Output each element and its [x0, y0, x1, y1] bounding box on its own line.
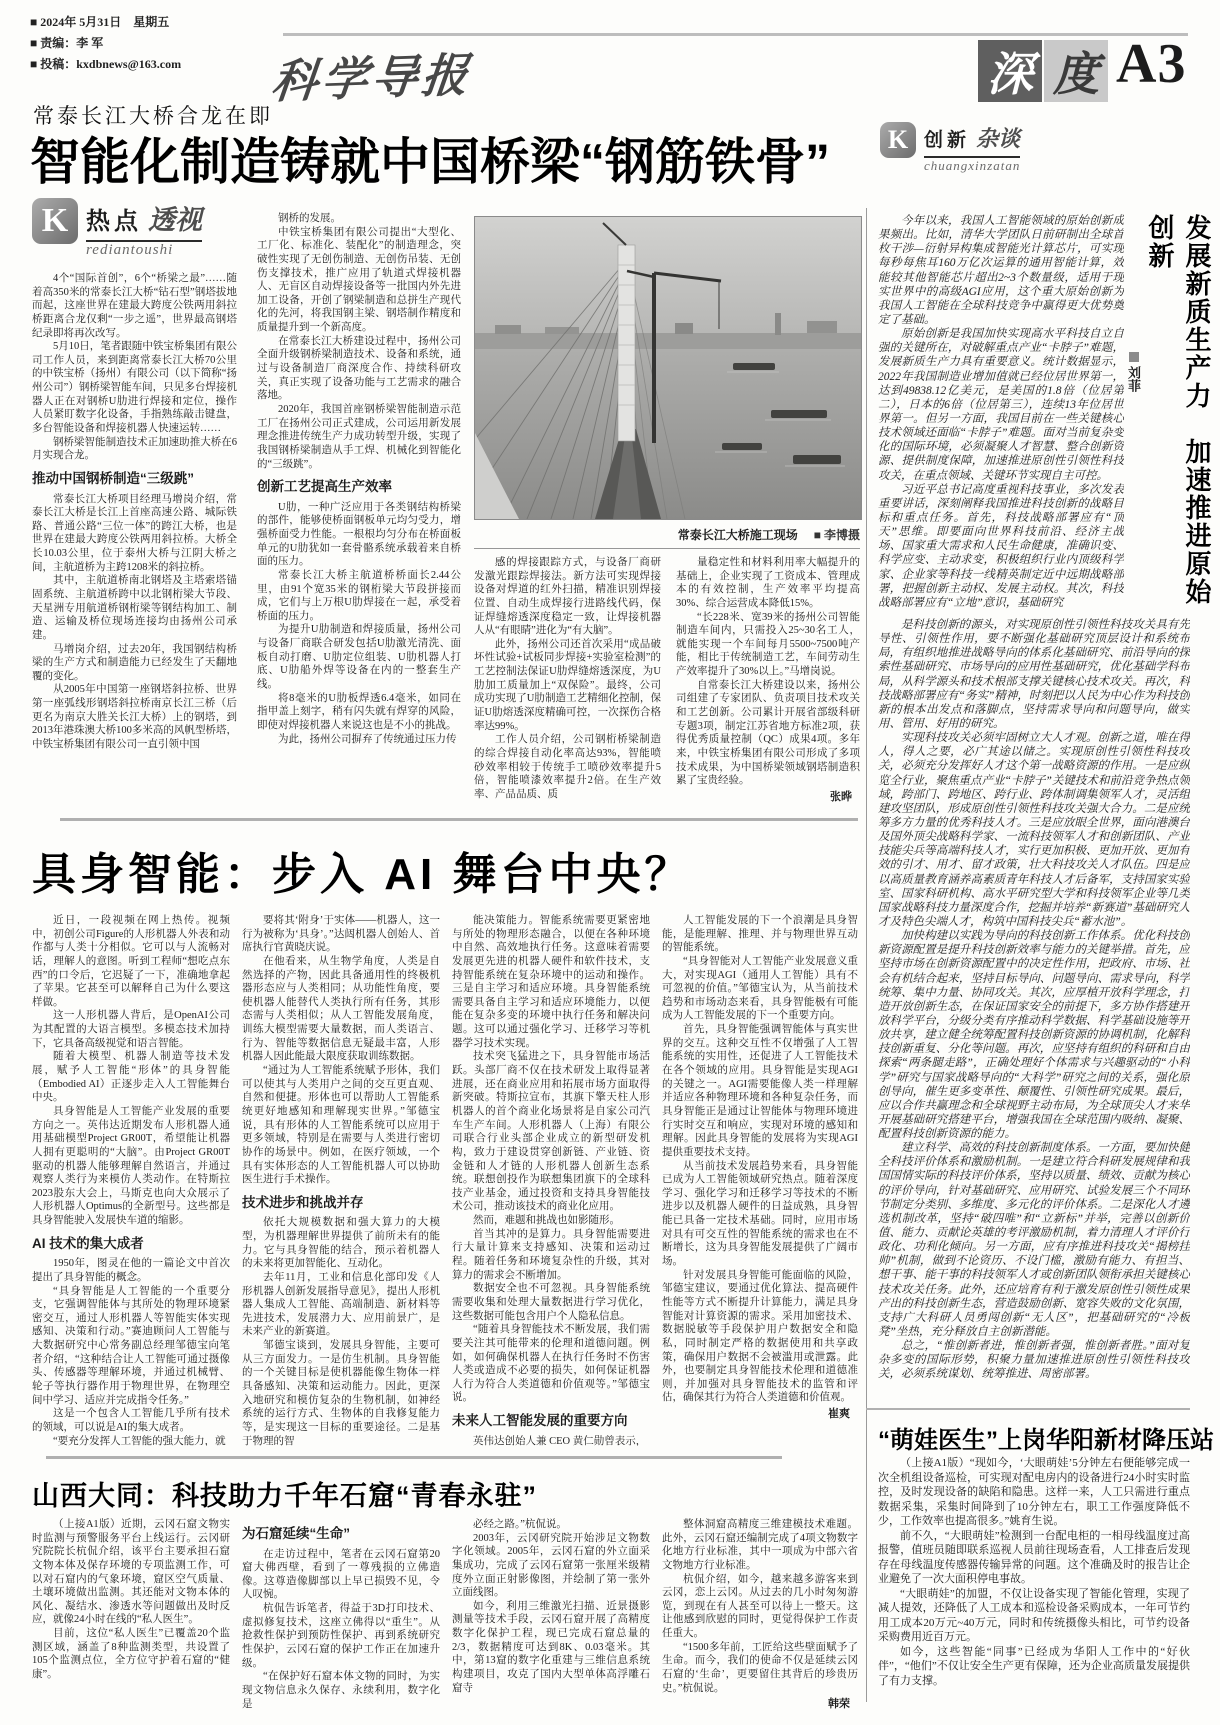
paragraph: 从当前技术发展趋势来看，具身智能已成为人工智能领域研究热点。随着深度学习、强化学习和迁移学习等技术的不断进步以及机器人硬件的日益成熟，具身智能已具备一定技术基础。同时，应用市场对具有可交互性的智能系统的需求也在不断增长，这为具身智能发展提供了广阔市场。 — [662, 1160, 858, 1268]
paragraph: “通过为人工智能系统赋予形体，我们可以使其与人类用户之间的交互更直观、自然和便捷。形体也可以帮助人工智能系统更好地感知和理解现实世界。”邹德宝说，具有形体的人工智能系统可以应用于更多领域，特别是在需要与人类进行密切协作的场景中。例如，在医疗领域，一个具有实体形态的人工智能机器人可以协助医生进行手术操作。 — [242, 1065, 440, 1186]
paragraph: 马增岗介绍，过去20年，我国钢结构桥梁的生产方式和制造能力已经发生了天翻地覆的变化。 — [32, 643, 237, 682]
paragraph: 依托大规模数据和强大算力的大模型，为机器理解世界提供了前所未有的能力。它与具身智能的结合，预示着机器人的未来将更加智能化、互动化。 — [242, 1217, 440, 1270]
paragraph: （上接A1版）近期，云冈石窟文物实时监测与预警服务平台上线运行。云冈研究院院长杭侃介绍，该平台主要承担石窟文物本体及保存环境的专项监测工作，可以对石窟内的气象环境，窟区空气质量、土壤环境做出监测。其还能对文物本体的风化、凝结水、渗透水等问题做出及时反应，就像24小时在线的“私人医生”。 — [32, 1519, 230, 1626]
header-info — [30, 12, 181, 75]
badge-title-script: 杂谈 — [976, 126, 1021, 151]
paragraph: 总之，“惟创新者进，惟创新者强，惟创新者胜。”面对复杂多变的国际形势，积聚力量加速推进原创性引领性科技攻关，必须系统谋划、统筹推进、周密部署。 — [878, 1340, 1190, 1381]
paragraph: 其中，主航道桥南北钢塔及主塔索塔锚固系统、主航道桥跨中以北钢桁梁大节段、天星洲专用航道桥钢桁梁等钢结构加工、制造、运输及桥位现场连接均由扬州公司承建。 — [32, 575, 237, 641]
shanxi-article-rule — [46, 1456, 782, 1459]
badge-pinyin: rediantoushi — [86, 242, 174, 258]
paragraph: 如今，这些智能“同事”已经成为华阳人工作中的“好伙伴”，“他们”不仅让安全生产更有保障，还为企业高质量发展提供了有力支撑。 — [878, 1645, 1190, 1687]
paragraph: 随着大模型、机器人制造等技术发展，赋予人工智能“形体”的具身智能（Embodied AI）正逐步走入人工智能舞台中央。 — [32, 1051, 230, 1104]
paragraph: U肋，一种广泛应用于各类钢结构桥梁的部件，能够使桥面钢板单元均匀受力，增强桥面受力性能。一根根均匀分布在桥面板单元的U肋犹如一套骨骼系统承载着来自桥面的压力。 — [257, 501, 461, 568]
subheading: 技术进步和挑战并存 — [242, 1194, 364, 1210]
k-logo-icon: K — [32, 198, 78, 244]
paragraph: 首当其冲的是算力。具身智能需要进行大量计算来支持感知、决策和运动过程。随着任务和环境复杂性的升级，其对算力的需求会不断增加。 — [452, 1228, 650, 1281]
paragraph: 杭侃介绍，如今，越来越多游客来到云冈，恋上云冈。从过去的几小时匆匆游览，到现在有人甚至可以待上一整天。这让他感到欣慰的同时，更觉得保护工作责任重大。 — [662, 1573, 858, 1640]
mengwa-article-column — [878, 1456, 1190, 1706]
top-article-column-4 — [676, 556, 860, 802]
paragraph: 在他看来，从生物学角度，人类是自然选择的产物，因此具备通用性的终极机器形态应与人类相同；从功能性角度，要使机器人能替代人类执行所有任务，其形态需与人类相似；从人工智能发展角度，训练大模型需要大量数据，而人类语言、行为、智能等数据信息无疑最丰富，人形机器人因此能最大限度获取训练数据。 — [242, 955, 440, 1063]
byline: 张晔 — [830, 790, 852, 802]
badge-title: 创新 — [924, 130, 971, 151]
top-article-kicker: 常泰长江大桥合龙在即 — [33, 105, 273, 128]
shanxi-article-column-1 — [32, 1518, 230, 1710]
top-article-column-3 — [474, 556, 661, 802]
paragraph: 习近平总书记高度重视科技事业，多次发表重要讲话，深刻阐释我国推进科技创新的战略目标和重点任务。首先，科技战略部署应有“顶天”思维。即要面向世界科技前沿、经济主战场、国家重大需求和人民生命健康，准确识变、科学应变、主动求变，积极组织行业内顶级科学家、企业家等科技一线精英制定近中远期战略部署，把握创新主动权、发展主动权。其次，科技战略部署应有“立地”意识，基础研究 — [878, 483, 1124, 609]
paragraph: 数据安全也不可忽视。具身智能系统需要收集和处理大量数据进行学习优化，这些数据可能包含用户个人隐私信息。 — [452, 1283, 650, 1322]
badge-pinyin: chuangxinzatan — [924, 158, 1021, 173]
paragraph: 近日，一段视频在网上热传。视频中，初创公司Figure的人形机器人外表和动作都与人类十分相似。它可以与人流畅对话，理解人的意图。听到工程师“想吃点东西”的口令后，它迟疑了一下，准确地拿起了苹果。它甚至可以解释自己为什么要这样做。 — [32, 915, 230, 1008]
paragraph: 目前，这位“私人医生”已覆盖20个监测区域，涵盖了8种监测类型，共设置了105个监测点位，全方位守护着石窟的“健康”。 — [32, 1628, 230, 1681]
paragraph: “具身智能对人工智能产业发展意义重大，对实现AGI（通用人工智能）具有不可忽视的价值。”邹德宝认为，从当前技术趋势和市场动态来看，具身智能极有可能成为人工智能发展的下一个重要方向。 — [662, 955, 858, 1022]
innovation-badge — [880, 122, 1020, 174]
paragraph: “在保护好石窟本体文物的同时，为实现文物信息永久保存、永续利用，数字化是 — [242, 1671, 440, 1710]
paragraph: 杭侃告诉笔者，得益于3D打印技术、虚拟修复技术，这座立佛得以“重生”。从抢救性保护到预防性保护、再到系统研究性保护，云冈石窟的保护工作正在加速升级。 — [242, 1603, 440, 1669]
bridge-photo-art — [475, 217, 861, 519]
paragraph: 这一人形机器人背后，是OpenAI公司为其配置的大语言模型。多模态技术加持下，它具备高级视觉和语言智能。 — [32, 1010, 230, 1049]
paragraph: “具身智能是人工智能的一个重要分支，它强调智能体与其所处的物理环境紧密交互，通过人形机器人等智能实体实现感知、决策和行动。”赛迪顾问人工智能与大数据研究中心常务副总经理邹德宝向笔者介绍，“这种结合让人工智能可通过摄像头、传感器等理解环境，并通过机械臂、轮子等执行器作用于物理世界，在物理空间中学习、适应并完成指令任务。” — [32, 1285, 230, 1406]
paragraph: 钢桥的发展。 — [278, 213, 341, 224]
contact-line: ■ 投稿：kxdbnews@163.com — [30, 57, 182, 71]
subheading: 为石窟延续“生命” — [242, 1526, 350, 1541]
header-rule — [283, 33, 1188, 36]
paragraph: 5月10日，笔者跟随中铁宝桥集团有限公司工作人员，来到距离常泰长江大桥70公里的中铁宝桥（扬州）有限公司（以下简称“扬州公司”）钢桥梁智能车间，只见多台焊接机器人正在对钢桥U肋进行焊接和定位，操作人员紧盯数字化设备，手指熟练敲击键盘，多台智能设备和焊接机器人快速运转…… — [32, 341, 237, 435]
paragraph: 整体洞窟高精度三维建模技术难题。此外，云冈石窟还编制完成了4项文物数字化地方行业标准，其中一项成为中部六省文物地方行业标准。 — [662, 1519, 858, 1571]
paragraph: 量稳定性和材料利用率大幅提升的基础上，企业实现了工资成本、管理成本的有效控制，生产效率平均提高30%、综合运营成本降低15%。 — [676, 557, 860, 609]
innovation-byline: 刘菲 — [1124, 352, 1143, 392]
byline: 崔爽 — [828, 1408, 850, 1421]
editor-line: ■ 责编：李 军 — [30, 36, 104, 50]
shanxi-article-column-2 — [242, 1518, 440, 1710]
paragraph: 这是一个包含人工智能几乎所有技术的领域，可以说是AI的集大成者。 — [32, 1408, 230, 1433]
paragraph: 中铁宝桥集团有限公司提出“大型化、工厂化、标准化、装配化”的制造理念，突破性实现了无创伤制造、无创伤吊装、无创伤支撑技术，推广应用了轨道式焊接机器人、无盲区自动焊接设备等一批国内外先进加工设备，开创了钢梁制造和总拼生产现代化的先河，将我国钢主梁、钢塔制作精度和质量提升到一个新高度。 — [257, 226, 461, 334]
innovation-vertical-headline: 发展新质生产力 加速推进原始创新 — [1145, 214, 1212, 606]
paragraph: 技术突飞猛进之下，具身智能市场活跃。头部厂商不仅在技术研发上取得显著进展，还在商业应用和拓展市场方面取得新突破。特斯拉宣布，其旗下擎天柱人形机器人的首个商业化场景将是自家公司汽车生产车间。人形机器人（上海）有限公司联合行业头部企业成立的新型研发机构，致力于建设贯穿创新链、产业链、资金链和人才链的人形机器人创新生态系统。联想创投作为联想集团旗下的全球科技产业基金，通过投资和支持具身智能技术公司，推动该技术的商业化应用。 — [452, 1051, 650, 1213]
byline-square-icon — [1129, 352, 1139, 362]
paragraph: 2003年，云冈研究院开始涉足文物数字化领域。2005年，云冈石窟的外立面采集成功，完成了云冈石窟第一张厘米级精度外立面正射影像图，并绘制了第一张外立面线图。 — [452, 1532, 650, 1599]
top-article-column-1 — [32, 272, 237, 800]
paragraph: 建立科学、高效的科技创新制度体系。一方面，要加快健全科技评价体系和激励机制。一是建立符合科研发展规律和我国国情实际的科技评价体系，坚持以质量、绩效、贡献为核心的评价导向，针对基础研究、应用研究、试验发展三个不同环节制定分类别、多维度、多元化的评价体系。二是深化人才遴选机制改革，坚持“破四唯”和“立新标”并举，完善以创新价值、能力、贡献论英雄的考评激励机制，着力清理人才评价行政化、功利化倾向。另一方面，应有序推进科技攻关“揭榜挂帅”机制，做到不论资历、不设门槛，激励有能力、有担当、想干事、能干事的科技领军人才或创新团队领衔承担关键核心技术攻关任务。此外，还应培育有利于激发原创性引领性成果产出的科技创新生态，营造鼓励创新、宽容失败的文化氛围，支持广大科研人员勇闯创新“无人区”，把基础研究的“冷板凳”坐热，充分释放自主创新潜能。 — [878, 1142, 1190, 1339]
paragraph: 将8毫米的U肋板焊透6.4毫米，如同在指甲盖上刻字，稍有闪失就有焊穿的风险，即使对焊接机器人来说这也是不小的挑战。 — [257, 692, 461, 731]
paragraph: 常泰长江大桥项目经理马增岗介绍，常泰长江大桥是长江上首座高速公路、城际铁路、普通公路“三位一体”的跨江大桥，也是世界在建最大跨度公铁两用斜拉桥。大桥全长10.03公里，位于泰州大桥与江阴大桥之间，主航道桥为主跨1208米的斜拉桥。 — [32, 493, 237, 573]
paragraph: 为提升U肋制造和焊接质量，扬州公司与设备厂商联合研发包括U肋激光清洗、面板自动打磨、U肋定位组装、U肋机器人打底、U肋船外焊等设备在内的一整套生产线。 — [257, 624, 461, 691]
page-number: A3 — [1116, 33, 1187, 95]
paragraph: 英伟达创始人兼 CEO 黄仁勋曾表示， — [473, 1435, 647, 1446]
paragraph: 从2005年中国第一座钢塔斜拉桥、世界第一座弧线形钢塔斜拉桥南京长江三桥（后更名为南京大胜关长江大桥）上的钢塔，到2013年港珠澳大桥100多米高的风帆型桥塔，中铁宝桥集团有限公司一直引领中国 — [32, 684, 237, 751]
ai-article-column-1 — [32, 914, 230, 1446]
vertical-divider — [866, 208, 867, 1702]
paragraph: 加快构建以实践为导向的科技创新工作体系。优化科技创新资源配置是提升科技创新效率与能力的关键举措。首先，应坚持市场在创新资源配置中的决定性作用，把政府、市场、社会有机结合起来，坚持目标导向、问题导向、需求导向，科学统筹、集中力量、协同攻关。其次，应厚植开放科学理念，打造开放创新生态，在保证国家安全的前提下，多方协作搭建开放科学平台，分级分类有序推动科学数据、科学基础设施等开放共享，建立健全统筹配置科技创新资源的协调机制，化解科技创新重复、分化等问题。再次，应坚持有组织的科研和自由探索“两条腿走路”，正确处理好个体需求与兴趣驱动的“小科学”研究与国家战略导向的“大科学”研究之间的关系，强化原创导向，催生更多变革性、颠覆性、引领性研究成果。最后，应以合作共赢理念和全球视野主动布局，为全球顶尖人才来华开展基础研究搭建平台，增强我国在全球范围内吸纳、凝聚、配置科技创新资源的能力。 — [878, 930, 1190, 1141]
hotspot-badge — [32, 198, 202, 259]
subheading: AI 技术的集大成者 — [32, 1235, 144, 1251]
paragraph: “随着具身智能技术不断发展，我们需要关注其可能带来的伦理和道德问题。例如，如何确保机器人在执行任务时不伤害人类或造成不必要的损失，如何保证机器人行为符合人类道德和价值观等。”邹德宝说。 — [452, 1324, 650, 1404]
shanxi-article-column-4 — [662, 1518, 858, 1710]
paragraph: 此外，扬州公司还首次采用“成品破坏性试验+试板同步焊接+实验室检测”的工艺控制法保证U肋焊缝熔透深度，为U肋加工质量加上“双保险”。最终，公司成功实现了U肋制造工艺精细化控制，保证U肋熔透深度精确可控，一次探伤合格率达99%。 — [474, 638, 661, 732]
paragraph: 2020年，我国首座钢桥梁智能制造示范工厂在扬州公司正式建成，公司运用新发展理念推进传统生产力成功转型升级，实现了我国钢桥梁制造从手工焊、机械化到智能化的“三级跳”。 — [257, 403, 461, 470]
paragraph: 去年11月，工业和信息化部印发《人形机器人创新发展指导意见》，提出人形机器人集成人工智能、高端制造、新材料等先进技术，发展潜力大、应用前景广，是未来产业的新赛道。 — [242, 1271, 440, 1338]
mid-article-rule — [60, 818, 858, 821]
innovation-column-narrow — [878, 214, 1124, 612]
paragraph: 在常泰长江大桥建设过程中，扬州公司全面升级钢桥梁制造技术、设备和系统，通过与设备制造厂商深度合作、持续科研攻关，真正实现了设备功能与工艺需求的融合落地。 — [257, 335, 461, 402]
badge-title: 热点 — [86, 208, 142, 235]
section-block-du: 度 — [1044, 40, 1108, 102]
paragraph: 要将其‘附身’于实体——机器人，这一行为被称为‘具身’。”达闼机器人创始人、首席执行官黄晓庆说。 — [242, 915, 440, 954]
paragraph: “要充分发挥人工智能的强大能力，就 — [53, 1435, 226, 1446]
paragraph: 然而，难题和挑战也如影随形。 — [473, 1215, 620, 1227]
ai-article-headline: 具身智能：步入 AI 舞台中央？ — [32, 850, 693, 899]
ai-article-column-2 — [242, 914, 440, 1446]
issue-date: ■ 2024年 5月31日 星期五 — [30, 15, 170, 29]
paragraph: “大眼萌娃”的加盟，不仅让设备实现了智能化管理，实现了减人提效，还降低了人工成本和巡检设备采购成本，一年可节约用工成本20万元~40万元，同时和传统摄像头相比，可节约设备采购费用近百万元。 — [878, 1587, 1190, 1644]
paragraph: 常泰长江大桥主航道桥桥面长2.44公里，由91个宽35米的钢桁梁大节段拼接而成，它们与上万根U肋焊接在一起，承受着桥面的压力。 — [257, 569, 461, 622]
paragraph: 是科技创新的源头，对实现原创性引领性科技攻关具有先导性、引领性作用，要不断强化基础研究顶层设计和系统布局，有组织地推进战略导向的体系化基础研究、前沿导向的探索性基础研究、市场导向的应用性基础研究，优化基础学科布局，从科学源头和技术根部支撑关键核心技术攻关。再次，科技战略部署应有“务实”精神，时刻把以人民为中心作为科技创新的根本出发点和落脚点，坚持需求导向和问题导向，做实用、管用、好用的研究。 — [878, 619, 1190, 730]
paragraph: “1500多年前，工匠给这些壁面赋予了生命。而今，我们的使命不仅是延续云冈石窟的‘生命’，更要留住其背后的珍贵历史。”杭侃说。 — [662, 1641, 858, 1694]
masthead: 科学导报 — [268, 49, 475, 108]
paragraph: 4个“国际首创”，6个“桥梁之最”……随着高350米的常泰长江大桥“钻石型”钢塔拔地而起，这座世界在建最大跨度公铁两用斜拉桥距离合龙仅剩“一步之遥”，世界最高钢塔纪录即将再次改写。 — [32, 273, 237, 339]
paragraph: 1950年，图灵在他的一篇论文中首次提出了具身智能的概念。 — [32, 1258, 230, 1283]
photo-credit: ■ 李博摄 — [813, 528, 860, 542]
paragraph: 能决策能力。智能系统需要更紧密地与所处的物理形态融合，以便在各种环境中自然、高效地执行任务。这意味着需要发展更先进的机器人硬件和软件技术，支持智能系统在复杂环境中的运动和操作。三是自主学习和适应环境。具身智能系统需要具备自主学习和适应环境能力，以便能在复杂多变的环境中执行任务和解决问题。这可以通过强化学习、迁移学习等机器学习技术实现。 — [452, 915, 650, 1049]
innovation-bottom-rule — [866, 1408, 1190, 1410]
shanxi-article-column-3 — [452, 1518, 650, 1710]
paragraph: 首先，具身智能强调智能体与真实世界的交互。这种交互性不仅增强了人工智能系统的实用性，还促进了人工智能技术在各个领域的应用。具身智能是实现AGI的关键之一。AGI需要能像人类一样理解并适应各种物理环境和各种复杂任务，而具身智能正是通过让智能体与物理环境进行实时交互和响应，实现对环境的感知和理解。因此具身智能的发展将为实现AGI提供重要技术支持。 — [662, 1024, 858, 1158]
badge-title-script: 透视 — [148, 205, 202, 235]
paragraph: 工作人员介绍，公司钢桁桥梁制造的综合焊接自动化率高达93%，智能喷砂效率相较于传统手工喷砂效率提升5倍，智能喷漆效率提升2倍。在生产效率、产品品质、质 — [474, 734, 661, 800]
paragraph: 具身智能是人工智能产业发展的重要方向之一。英伟达近期发布人形机器人通用基础模型Project GR00T，希望能让机器人拥有更聪明的“大脑”。由Project GR00T驱动的机器人能够理解自然语言，并通过观察人类行为来模仿人类动作。在特斯拉2023股东大会上，马斯克也向大众展示了人形机器人Optimus的全新型号。这些都是具身智能驶入发展快车道的缩影。 — [32, 1105, 230, 1227]
byline: 韩荣 — [828, 1698, 850, 1710]
shanxi-article-headline: 山西大同：科技助力千年石窟“青春永驻” — [32, 1481, 537, 1511]
innovation-column-wide — [878, 618, 1190, 1404]
paragraph: 如今，利用三维激光扫描、近景摄影测量等技术手段，云冈石窟开展了高精度数字化保护工程，现已完成石窟总量的2/3，数据精度可达到8K、0.03毫米。其中，第13窟的数字化重建与三维信息系统构建项目，攻克了国内大型单体高浮雕石窟寺 — [452, 1600, 650, 1694]
paragraph: “长228米、宽39米的扬州公司智能制造车间内，只需投入25~30名工人，就能实现一个车间每月5500~7500吨产能，相比于传统制造工艺，车间劳动生产效率提升了30%以上。”马增岗说。 — [676, 611, 860, 678]
paragraph: （上接A1版）“现如今，‘大眼萌娃’5分钟左右便能够完成一次全机组设备巡检，可实现对配电房内的设备进行24小时实时监控，及时发现设备的缺陷和隐患。这样一来，人工只需进行重点数据采集，采集时间降到了10分钟左右，职工工作强度降低不少，工作效率也提高很多。”姚育生说。 — [878, 1457, 1190, 1528]
ai-article-column-4 — [662, 914, 858, 1446]
paragraph: 感的焊接跟踪方式，与设备厂商研发激光跟踪焊接法。新方法可实现焊接设备对焊道的红外扫描，精准识别焊接位置、自动生成焊接行进路线代码，保证焊缝熔透深度稳定一致，让焊接机器人从“有眼睛”进化为“有大脑”。 — [474, 557, 661, 637]
paragraph: 在走访过程中，笔者在云冈石窟第20窟大佛西壁，看到了一尊残损的立佛造像。这尊造像脚部以上早已损毁不见，令人叹惋。 — [242, 1548, 440, 1601]
subheading: 推动中国钢桥制造“三级跳” — [32, 470, 194, 486]
subheading: 创新工艺提高生产效率 — [257, 479, 392, 495]
photo-caption: 常泰长江大桥施工现场 — [677, 528, 798, 542]
section-block-shen: 深 — [978, 40, 1042, 102]
photo-caption-row — [474, 526, 860, 549]
paragraph: 钢桥梁智能制造技术正加速助推大桥在6月实现合龙。 — [32, 436, 237, 462]
ai-article-column-3 — [452, 914, 650, 1446]
top-article-column-2 — [257, 212, 461, 802]
mengwa-article-headline: “萌娃医生”上岗华阳新材降压站 — [878, 1427, 1214, 1454]
paragraph: 必经之路。”杭侃说。 — [473, 1519, 567, 1530]
k-logo-icon: K — [880, 122, 916, 158]
paragraph: 自常泰长江大桥建设以来，扬州公司组建了专家团队、负责项目技术攻关和工艺创新。公司累计开展省部级科研专题3项，制定江苏省地方标准2项，获得优秀质量控制（QC）成果4项。多年来，中铁宝桥集团有限公司形成了多项技术成果，为中国桥梁领域钢塔制造积累了宝贵经验。 — [676, 679, 860, 787]
paragraph: 为此，扬州公司摒弃了传统通过压力传 — [278, 733, 457, 745]
paragraph: 今年以来，我国人工智能领域的原始创新成果频出。比如，清华大学团队日前研制出全球首枚干涉—衍射异构集成智能光计算芯片，可实现每秒每焦耳160万亿次运算的通用智能计算，效能较其他智能芯片超出2~3个数量级，适用于现实世界中的高级AGI应用，这个重大原始创新为我国人工智能在全球科技竞争中赢得更大优势奠定了基础。 — [878, 215, 1124, 326]
paragraph: 邹德宝谈到，发展具身智能，主要可从三方面发力。一是仿生机制。具身智能的一个关键目标是使机器能像生物体一样具备感知、决策和运动能力。因此，更深入地研究和模仿复杂的生物机制，如神经系统的运行方式、生物体的自我修复能力等，是实现这一目标的重要途径。二是基于物理的智 — [242, 1340, 440, 1446]
paragraph: 实现科技攻关必须牢固树立大人才观。创新之道，唯在得人，得人之要，必广其途以储之。实现原创性引领性科技攻关，必须充分发挥好人才这个第一战略资源的作用。一是应纵览全行业，聚焦重点产业“卡脖子”关键技术和前沿竞争热点领域，跨部门、跨地区、跨行业、跨体制调集领军人才，灵活组建攻坚团队，形成原创性引领性科技攻关强大合力。二是应统筹多方力量的优秀科技人才。三是应放眼全世界，面向港澳台及国外顶尖战略科学家、一流科技领军人才和创新团队、产业技能尖兵等高端科技人才，实行更加积极、更加开放、更加有效的引才、用才、留才政策，壮大科技攻关人才队伍。四是应以高质量教育涵养高素质青年科技人才后备军，支持国家实验室、国家科研机构、高水平研究型大学和科技领军企业等几类国家战略科技力量深度合作，挖掘并培养“新赛道”基础研究人才及特色尖端人才，构筑中国科技尖兵“蓄水池”。 — [878, 732, 1190, 928]
paragraph: 针对发展具身智能可能面临的风险，邹德宝建议，要通过优化算法、提高硬件性能等方式不断提升计算能力，满足具身智能对计算资源的需求。采用加密技术、数据脱敏等手段保护用户数据安全和隐私，同时制定严格的数据使用和共享政策，确保用户数据不会被滥用或泄露。此外，也要制定具身智能技术伦理和道德准则，并加强对具身智能技术的监管和评估，确保其行为符合人类道德和价值观。 — [662, 1269, 858, 1404]
bridge-photo — [474, 216, 862, 520]
subheading: 未来人工智能发展的重要方向 — [452, 1413, 628, 1429]
paragraph: 前不久，“大眼萌娃”检测到一台配电柜的一相母线温度过高报警，值班员随即联系巡视人员前往现场查看，人工排查后发现存在母线温度传感器传输异常的问题。这个准确及时的报告让企业避免了一次大面积停电事故。 — [878, 1529, 1190, 1586]
paragraph: 人工智能发展的下一个浪潮是具身智能，是能理解、推理、并与物理世界互动的智能系统。 — [662, 915, 858, 954]
paragraph: 原始创新是我国加快实现高水平科技自立自强的关键所在，对破解重点产业“卡脖子”难题，发展新质生产力具有重要意义。统计数据显示，2022年我国制造业增加值就已经位居世界第一，达到49838.12亿美元，是美国的1.8倍（位居第二），日本的6倍（位居第三），连续13年位居世界第一。但另一方面，我国目前在一些关键核心技术领域还面临“卡脖子”难题。面对当前复杂变化的国际环境，必须凝聚人才智慧、整合创新资源、提供制度保障，加速推进原创性引领性科技攻关，在重点领域、关键环节实现自主可控。 — [878, 328, 1124, 482]
top-article-headline: 智能化制造铸就中国桥梁“钢筋铁骨” — [30, 134, 830, 190]
